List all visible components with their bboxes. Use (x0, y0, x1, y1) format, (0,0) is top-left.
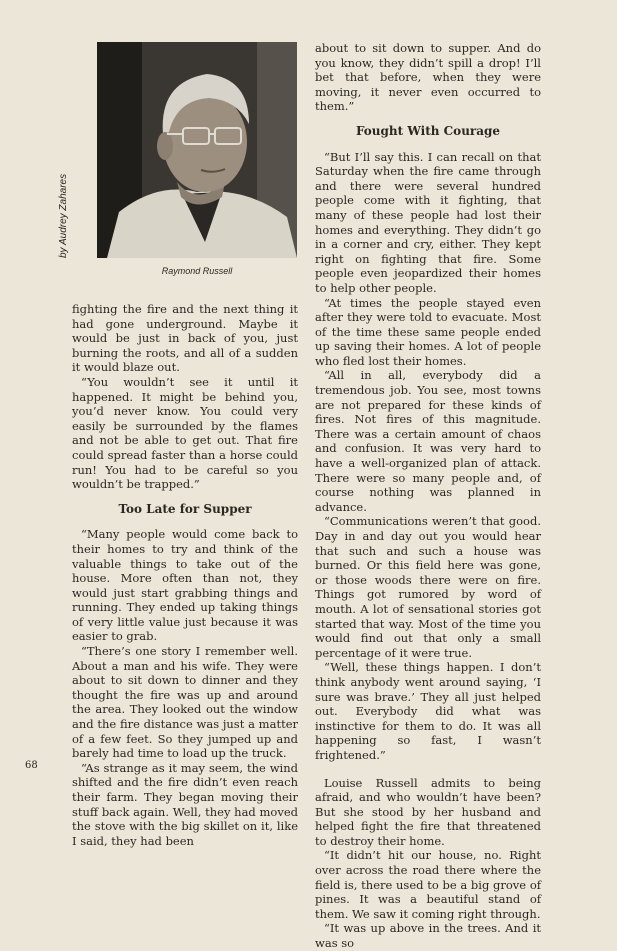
left-paragraph-1: fighting the fire and the next thing it had gone underground. Maybe it would be just in back of you, just burning the roots, and all of a sudden it would blaze out. (72, 302, 298, 375)
section-heading-too-late-for-supper: Too Late for Supper (118, 501, 252, 516)
right-paragraph-1: about to sit down to supper. And do you know, they didn’t spill a drop! I’ll bet that before, when they were moving, it never even occurred to them.” (315, 41, 541, 114)
right-paragraph-8: “It didn’t hit our house, no. Right over across the road there where the field is, there used to be a big grove of pines. It was a beautiful stand of them. We saw it coming right through. (315, 848, 541, 921)
left-paragraph-2: “You wouldn’t see it until it happened. It might be behind you, you’d never know. You could very easily be surrounded by the flames and not be able to get out. That fire could spread faster than a horse could run! You had to be careful so you wouldn’t be trapped.” (72, 374, 298, 492)
left-column (72, 302, 298, 848)
left-paragraph-3: “Many people would come back to their homes to try and think of the valuable things to take out of the house. More often than not, they would just start grabbing things and running. They ended up taking things of very little value just because it was easier to grab. (72, 527, 298, 644)
right-paragraph-6: “Well, these things happen. I don’t think anybody went around saying, ‘I sure was brave.’ They all just helped out. Everybody did what was instinctive for them to do. It was all happening so fast, I wasn’t frightened.” (315, 660, 541, 762)
portrait-photo (97, 42, 297, 258)
section-heading-fought-with-courage: Fought With Courage (355, 123, 501, 138)
right-paragraph-3: “At times the people stayed even after they were told to evacuate. Most of the time these same people ended up saving their homes. A lot of people who fled lost their homes. (315, 295, 541, 368)
photo-figure (97, 42, 297, 258)
right-paragraph-7: Louise Russell admits to being afraid, and who wouldn’t have been? But she stood by her husband and helped fight the fire that threatened to destroy their home. (315, 775, 541, 848)
portrait-illustration (97, 42, 297, 258)
right-paragraph-4: “All in all, everybody did a tremendous job. You see, most towns are not prepared for these kinds of fires. Not fires of this magnitude. There was a certain amount of chaos and confusion. It was very hard to have a well-organized plan of attack. There were so many people and, of course nothing was planned in advance. (315, 368, 541, 514)
left-paragraph-4: “There’s one story I remember well. About a man and his wife. They were about to sit down to dinner and they thought the fire was up and around the area. They looked out the window and the fire distance was just a matter of a few feet. So they jumped up and barely had time to load up the truck. (72, 644, 298, 761)
page-number: 68 (25, 760, 38, 771)
left-paragraph-5: “As strange as it may seem, the wind shifted and the fire didn’t even reach their farm. They began moving their stuff back again. Well, they had moved the stove with the big skillet on it, like I said, they had been (72, 760, 298, 848)
right-paragraph-9: “It was up above in the trees. And it was so (315, 921, 541, 951)
right-paragraph-5: “Communications weren’t that good. Day in and day out you would hear that such and such a house was burned. Or this field here was gone, or those woods there were on fire. Things got rumored by word of mouth. A lot of sensational stories got started that way. Most of the time you would find out that only a small percentage of it were true. (315, 514, 541, 660)
photo-caption: Raymond Russell (161, 266, 233, 276)
right-paragraph-2: “But I’ll say this. I can recall on that Saturday when the fire came through and there were several hundred people come with it fighting, that many of these people had lost their homes and everything. They didn’t go in a corner and cry, either. They kept right on fighting that fire. Some people even jeopardized their homes to help other people. (315, 149, 541, 295)
photo-credit: by Audrey Zahares (58, 173, 69, 258)
right-column (315, 41, 541, 951)
